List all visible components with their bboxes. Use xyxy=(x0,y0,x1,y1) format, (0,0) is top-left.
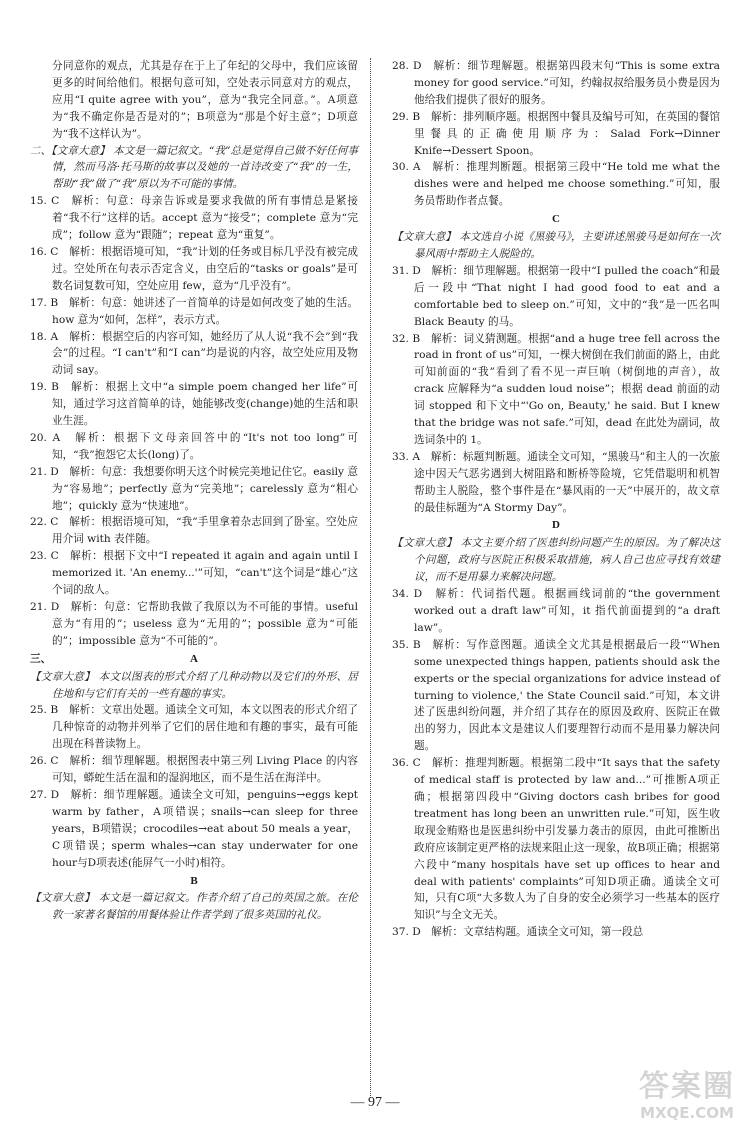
answer-explanation: 31. D 解析：细节理解题。根据第一段中“I pulled the coach”和最后一段中“That night I had good food to eat and a comfortable bed to sleep on.”可知，文中的“我”是一匹名叫 Black Beauty 的马。 xyxy=(392,264,720,328)
left-column xyxy=(30,58,358,924)
answer-explanation: 20. A 解析：根据下文母亲回答中的“It's not too long”可知，“我”抱怨它太长(long)了。 xyxy=(30,431,358,461)
answer-explanation: 37. D 解析：文章结构题。通读全文可知，第一段总 xyxy=(392,926,644,939)
column-divider xyxy=(370,58,371,1098)
section-number: 三、 xyxy=(30,652,52,665)
article-summary: 【文章大意】 本文以图表的形式介绍了几种动物以及它们的外形、居住地和与它们有关的一些有趣的事实。 xyxy=(30,670,358,700)
page-number: — 97 — xyxy=(0,1095,750,1111)
section-subheading: D xyxy=(552,519,560,532)
answer-explanation: 分同意你的观点，尤其是存在于上了年纪的父母中，我们应该留更多的时间给他们。根据句意可知，空处表示同意对方的观点，应用“I quite agree with you”，意为“我完全同意。”。A项意为“我不确定你是否是对的”；B项意为“那是个好主意”；D项意为“我不这样认为”。 xyxy=(52,60,358,140)
answer-explanation: 33. A 解析：标题判断题。通读全文可知，“黑骏马”和主人的一次旅途中因天气恶劣遇到大树阻路和断桥等险境，它凭借聪明和机智帮助主人脱险，整个事件是在“暴风雨的一天”中展开的，故文章的最佳标题为“A Stormy Day”。 xyxy=(392,450,720,514)
answer-explanation: 16. C 解析：根据语境可知，“我”计划的任务或目标几乎没有被完成过。空处所在句表示否定含义，由空后的“tasks or goals”是可数名词复数可知，空处应用 few，意为“几乎没有”。 xyxy=(30,245,358,292)
article-summary: 【文章大意】 本文主要介绍了医患纠纷问题产生的原因。为了解决这个问题，政府与医院正积极采取措施，病人自己也应寻找有效建议，而不是用暴力来解决问题。 xyxy=(392,537,720,584)
answer-explanation: 17. B 解析：句意：她讲述了一首简单的诗是如何改变了她的生活。how 意为“如何，怎样”，表示方式。 xyxy=(30,296,358,326)
article-summary: 【文章大意】 本文是一篇记叙文。作者介绍了自己的英国之旅。在伦敦一家著名餐馆的用餐体验让作者学到了很多英国的礼仪。 xyxy=(30,892,358,922)
answer-explanation: 18. A 解析：根据空后的内容可知，她经历了从人说“我不会”到“我会”的过程。“I can't”和“I can”均是说的内容，故空处应用及物动词 say。 xyxy=(30,330,358,377)
answer-explanation: 34. D 解析：代词指代题。根据画线词前的“the government worked out a draft law”可知，it 指代前面提到的“a draft law”。 xyxy=(392,588,720,634)
answer-explanation: 二、【文章大意】 本文是一篇记叙文。“我”总是觉得自己做不好任何事情，然而马洛·托马斯的故事以及她的一首诗改变了“我”的一生，帮助“我”做了“我”原以为不可能的事情。 xyxy=(30,144,358,191)
watermark-text-bottom: MXQE.COM xyxy=(640,1104,734,1122)
answer-explanation: 29. B 解析：排列顺序题。根据图中餐具及编号可知，在英国的餐馆里餐具的正确使用顺序为：Salad Fork→Dinner Knife→Dessert Spoon。 xyxy=(392,110,720,157)
section-subheading: A xyxy=(190,652,198,665)
answer-explanation: 35. B 解析：写作意图题。通读全文尤其是根据最后一段“'When some unexpected things happen, patients should ask the experts or the special organizations for advice instead of turning to violence,' the State Council said.”可知，本文讲述了医患纠纷问题，并介绍了其存在的原因及政府、医院正在做出的努力，因此本文是建议人们要理智行动而不是用暴力解决问题。 xyxy=(392,638,720,753)
section-heading-row xyxy=(30,651,358,668)
answer-explanation: 30. A 解析：推理判断题。根据第三段中“He told me what the dishes were and helped me choose something.”可知，服务员帮助作者点餐。 xyxy=(392,161,720,208)
watermark-text-top: 答案圈 xyxy=(639,1069,735,1104)
section-subheading: B xyxy=(190,874,198,887)
answer-explanation: 28. D 解析：细节理解题。根据第四段末句“This is some extra money for good service.”可知，约翰叔叔给服务员小费是因为他给我们提供了很好的服务。 xyxy=(392,60,720,106)
answer-explanation: 15. C 解析：句意：母亲告诉或是要求我做的所有事情总是紧接着“我不行”这样的话。accept 意为“接受”；complete 意为“完成”；follow 意为“跟随”；repeat 意为“重复”。 xyxy=(30,195,358,242)
answer-explanation: 23. C 解析：根据下文中“I repeated it again and again until I memorized it. 'An enemy...'”可知，“can't”这个词是“雄心”这个词的敌人。 xyxy=(30,550,358,597)
answer-explanation: 21. D 解析：句意：我想要你明天这个时候完美地记住它。easily 意为“容易地”；perfectly 意为“完美地”；carelessly 意为“粗心地”；quickly 意为“快速地”。 xyxy=(30,465,358,512)
section-subheading: C xyxy=(552,213,560,226)
answer-explanation: 27. D 解析：细节理解题。通读全文可知，penguins→eggs kept warm by father，A项错误；snails→can sleep for three years，B项错误；crocodiles→eat about 50 meals a year，C项错误；sperm whales→can stay underwater for one hour与D项表述(能屏气一小时)相符。 xyxy=(30,788,358,869)
answer-explanation: 36. C 解析：推理判断题。根据第二段中“It says that the safety of medical staff is protected by law and...”可推断A项正确；根据第四段中“Giving doctors cash bribes for good treatment has long been an unwritten rule.”可知，医生收取现金贿赂也是医患纠纷中引发暴力袭击的原因，由此可推断出政府应该制定更严格的法规来阻止这一现象，故B项正确；根据第六段中“many hospitals have set up offices to hear and deal with patients' complaints”可知D项正确。通读全文可知，只有C项“大多数人为了自身的安全必须学习一些基本的医疗知识”与全文无关。 xyxy=(392,757,720,922)
answer-explanation: 25. B 解析：文章出处题。通读全文可知，本文以图表的形式介绍了几种惊奇的动物并列举了它们的居住地和有趣的事实，最有可能出现在科普读物上。 xyxy=(30,704,358,751)
right-column xyxy=(392,58,720,941)
article-summary: 【文章大意】 本文选自小说《黑骏马》，主要讲述黑骏马是如何在一次暴风雨中帮助主人脱险的。 xyxy=(392,231,720,260)
answer-explanation: 19. B 解析：根据上文中“a simple poem changed her life”可知，通过学习这首简单的诗，她能够改变(change)她的生活和职业生涯。 xyxy=(30,381,358,428)
answer-explanation: 22. C 解析：根据语境可知，“我”手里拿着杂志回到了卧室。空处应用介词 with 表伴随。 xyxy=(30,516,358,546)
answer-explanation: 26. C 解析：细节理解题。根据图表中第三列 Living Place 的内容可知，蟒蛇生活在温和的湿润地区，而不是生活在海洋中。 xyxy=(30,755,358,785)
answer-explanation: 21. D 解析：句意：它帮助我做了我原以为不可能的事情。useful 意为“有用的”；useless 意为“无用的”；possible 意为“可能的”；impossible 意为“不可能的”。 xyxy=(30,601,358,647)
answer-explanation: 32. B 解析：词义猜测题。根据“and a huge tree fell across the road in front of us”可知，一棵大树倒在我们前面的路上，由此可知前面的“我”看到了看不见一声巨响（树倒地的声音），故 crack 应解释为“a sudden loud noise”；根据 dead 前面的动词 stopped 和下文中“'Go on, Beauty,' he said. But I knew that the bridge was not safe.”可知，dead 在此处为副词，故选词条中的 1。 xyxy=(392,332,720,446)
watermark-logo xyxy=(632,1070,742,1132)
